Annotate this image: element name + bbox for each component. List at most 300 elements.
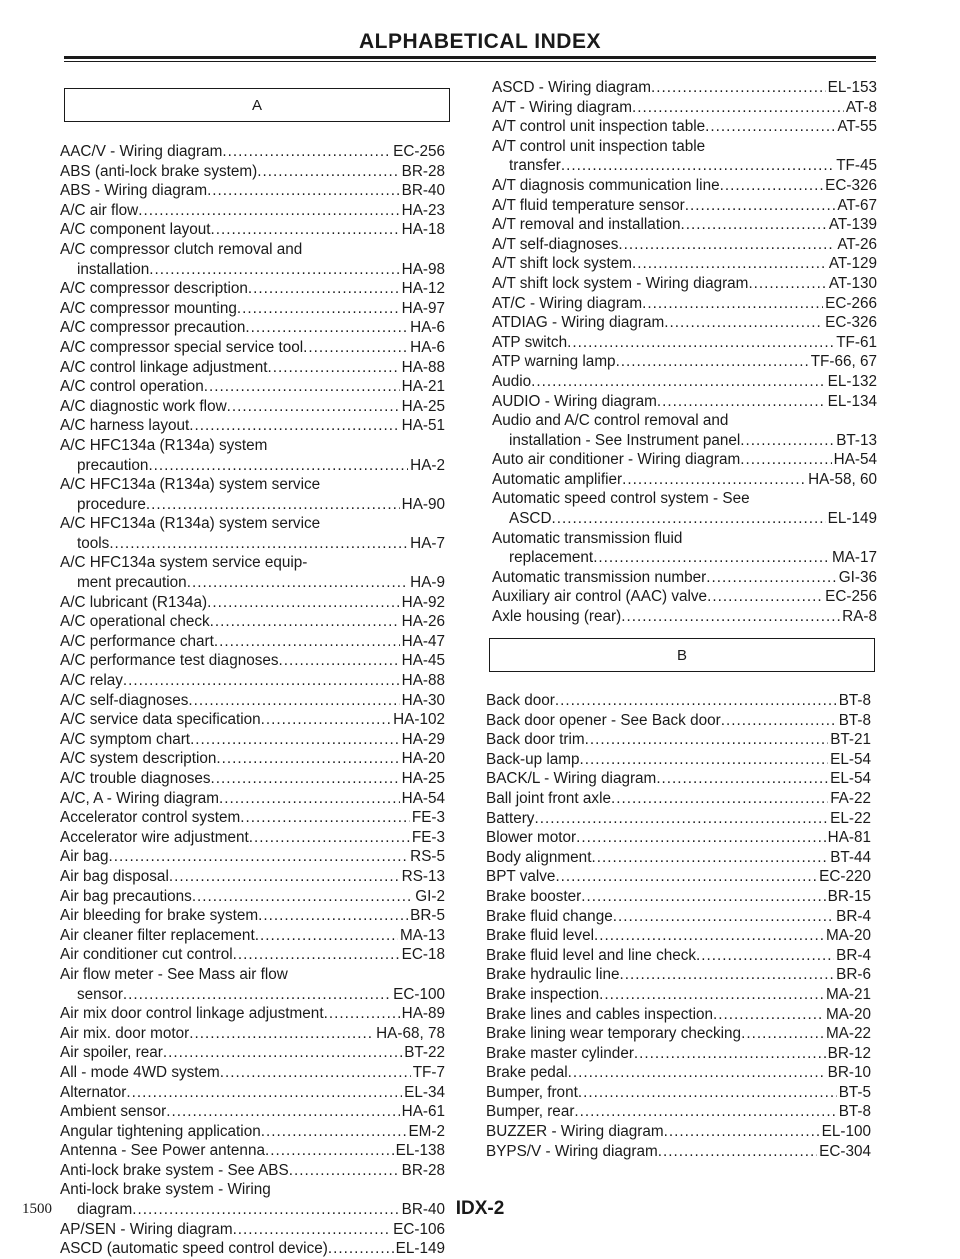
entry-topic: BPT valve bbox=[486, 868, 556, 886]
dot-leader bbox=[642, 294, 823, 314]
entry-topic: A/T - Wiring diagram bbox=[492, 98, 632, 116]
entry-topic: transfer bbox=[509, 157, 561, 175]
index-entry bbox=[60, 416, 445, 436]
entry-topic: Brake pedal bbox=[486, 1064, 568, 1082]
index-entry bbox=[60, 220, 445, 240]
index-entry bbox=[492, 235, 877, 255]
dot-leader bbox=[705, 117, 835, 137]
index-entry bbox=[486, 769, 871, 789]
entry-page-ref: EL-22 bbox=[830, 809, 871, 827]
entry-page-ref: HA-29 bbox=[401, 730, 445, 748]
dot-leader bbox=[706, 568, 836, 588]
dot-leader bbox=[324, 1004, 400, 1024]
entry-page-ref: BR-28 bbox=[401, 162, 445, 180]
index-entry bbox=[492, 313, 877, 333]
dot-leader bbox=[210, 612, 400, 632]
entry-topic: Body alignment bbox=[486, 848, 592, 866]
entry-page-ref: RA-8 bbox=[842, 608, 877, 626]
index-entry bbox=[60, 769, 445, 789]
entry-topic: ATDIAG - Wiring diagram bbox=[492, 314, 665, 332]
dot-leader bbox=[581, 887, 825, 907]
entry-topic: Accelerator wire adjustment bbox=[60, 828, 249, 846]
entry-page-ref: AT-8 bbox=[845, 98, 877, 116]
index-entry bbox=[60, 789, 445, 809]
dot-leader bbox=[169, 867, 400, 887]
index-entry bbox=[60, 201, 445, 221]
dot-leader bbox=[599, 985, 824, 1005]
entry-topic: A/C performance test diagnoses bbox=[60, 652, 279, 670]
index-entry bbox=[60, 456, 445, 476]
dot-leader bbox=[211, 220, 400, 240]
dot-leader bbox=[707, 587, 823, 607]
index-entry bbox=[60, 887, 445, 907]
entry-topic: A/C component layout bbox=[60, 221, 211, 239]
index-entry bbox=[486, 887, 871, 907]
index-entry bbox=[492, 509, 877, 529]
index-entry bbox=[486, 1024, 871, 1044]
dot-leader bbox=[189, 1024, 374, 1044]
dot-leader bbox=[611, 789, 828, 809]
index-entry bbox=[60, 1004, 445, 1024]
entry-page-ref: BR-5 bbox=[410, 907, 445, 925]
dot-leader bbox=[685, 196, 836, 216]
index-entry bbox=[60, 573, 445, 593]
dot-leader bbox=[207, 181, 400, 201]
index-entry bbox=[486, 926, 871, 946]
entry-page-ref: EC-100 bbox=[393, 985, 445, 1003]
entry-page-ref: HA-26 bbox=[401, 613, 445, 631]
index-entry bbox=[492, 450, 877, 470]
entry-topic: ABS (anti-lock brake system) bbox=[60, 162, 258, 180]
entry-page-ref: HA-58, 60 bbox=[808, 470, 877, 488]
entry-topic: Auto air conditioner - Wiring diagram bbox=[492, 451, 741, 469]
dot-leader bbox=[591, 848, 828, 868]
entry-page-ref: HA-12 bbox=[401, 280, 445, 298]
index-entry bbox=[60, 338, 445, 358]
entry-topic: Brake master cylinder bbox=[486, 1044, 634, 1062]
dot-leader bbox=[245, 318, 408, 338]
entry-page-ref: HA-81 bbox=[827, 829, 871, 847]
dot-leader bbox=[616, 352, 809, 372]
index-entry bbox=[60, 926, 445, 946]
index-entry bbox=[492, 274, 877, 294]
dot-leader bbox=[267, 358, 399, 378]
index-entry bbox=[486, 691, 871, 711]
index-entry bbox=[60, 985, 445, 1005]
entry-topic: Back-up lamp bbox=[486, 750, 580, 768]
entry-topic: replacement bbox=[509, 549, 594, 567]
entry-page-ref: EM-2 bbox=[408, 1122, 445, 1140]
dot-leader bbox=[656, 769, 828, 789]
index-entry bbox=[492, 392, 877, 412]
entry-page-ref: BT-5 bbox=[838, 1083, 871, 1101]
entry-page-ref: BR-28 bbox=[401, 1161, 445, 1179]
entry-topic: A/C performance chart bbox=[60, 632, 214, 650]
dot-leader bbox=[237, 299, 400, 319]
index-entry bbox=[60, 593, 445, 613]
index-entry bbox=[486, 867, 871, 887]
entry-topic: A/C symptom chart bbox=[60, 730, 191, 748]
index-entry bbox=[60, 632, 445, 652]
index-entry bbox=[60, 162, 445, 182]
entry-topic: A/C compressor special service tool bbox=[60, 338, 304, 356]
dot-leader bbox=[214, 632, 400, 652]
entry-topic: Brake booster bbox=[486, 887, 582, 905]
entry-topic: Blower motor bbox=[486, 829, 577, 847]
index-entry-continued: Anti-lock brake system - Wiring bbox=[60, 1181, 271, 1199]
entry-topic: ASCD bbox=[509, 510, 552, 528]
dot-leader bbox=[148, 456, 408, 476]
index-entry-continued: A/C compressor clutch removal and bbox=[60, 240, 303, 258]
entry-page-ref: HA-23 bbox=[401, 201, 445, 219]
index-entry bbox=[492, 587, 877, 607]
section-letter: B bbox=[676, 646, 687, 664]
entry-topic: ASCD (automatic speed control device) bbox=[60, 1240, 328, 1258]
dot-leader bbox=[257, 162, 399, 182]
entry-page-ref: MA-20 bbox=[825, 927, 871, 945]
page-title: ALPHABETICAL INDEX bbox=[359, 30, 601, 53]
entry-page-ref: HA-20 bbox=[401, 750, 445, 768]
dot-leader bbox=[613, 907, 834, 927]
entry-page-ref: HA-25 bbox=[401, 397, 445, 415]
section-header-a bbox=[64, 88, 450, 122]
entry-page-ref: BR-4 bbox=[836, 907, 871, 925]
entry-topic: Battery bbox=[486, 809, 535, 827]
entry-page-ref: HA-88 bbox=[401, 358, 445, 376]
dot-leader bbox=[126, 1083, 402, 1103]
index-entry bbox=[492, 470, 877, 490]
index-entry bbox=[492, 78, 877, 98]
index-entry bbox=[486, 1044, 871, 1064]
dot-leader bbox=[255, 926, 398, 946]
entry-topic: Automatic amplifier bbox=[492, 470, 623, 488]
entry-topic: Air bag precautions bbox=[60, 887, 192, 905]
dot-leader bbox=[123, 985, 391, 1005]
dot-leader bbox=[618, 235, 835, 255]
dot-leader bbox=[632, 98, 844, 118]
page-number: 1500 bbox=[22, 1201, 52, 1217]
entry-topic: Angular tightening application bbox=[60, 1122, 261, 1140]
index-entry bbox=[60, 1063, 445, 1083]
index-entry bbox=[486, 985, 871, 1005]
dot-leader bbox=[222, 142, 391, 162]
entry-topic: A/C, A - Wiring diagram bbox=[60, 789, 219, 807]
entry-topic: A/C lubricant (R134a) bbox=[60, 593, 208, 611]
index-entry bbox=[60, 1043, 445, 1063]
dot-leader bbox=[576, 828, 826, 848]
entry-page-ref: HA-6 bbox=[410, 338, 445, 356]
dot-leader bbox=[204, 377, 400, 397]
entry-topic: ASCD - Wiring diagram bbox=[492, 79, 651, 96]
dot-leader bbox=[664, 1122, 820, 1142]
dot-leader bbox=[249, 828, 410, 848]
entry-topic: Ball joint front axle bbox=[486, 789, 611, 807]
index-entry-continued: Automatic speed control system - See bbox=[492, 490, 750, 508]
entry-topic: Brake fluid level bbox=[486, 927, 594, 945]
entry-topic: AT/C - Wiring diagram bbox=[492, 294, 643, 312]
dot-leader bbox=[534, 809, 828, 829]
entry-topic: Brake fluid level and line check bbox=[486, 946, 697, 964]
dot-leader bbox=[188, 691, 399, 711]
entry-page-ref: HA-25 bbox=[401, 770, 445, 787]
dot-leader bbox=[187, 573, 408, 593]
entry-page-ref: HA-88 bbox=[401, 672, 445, 690]
entry-topic: A/C compressor precaution bbox=[60, 319, 246, 337]
entry-topic: precaution bbox=[77, 456, 149, 474]
entry-page-ref: MA-22 bbox=[825, 1025, 871, 1043]
entry-page-ref: BR-4 bbox=[836, 946, 871, 964]
dot-leader bbox=[622, 470, 806, 490]
entry-page-ref: EL-149 bbox=[395, 1240, 445, 1258]
entry-topic: Air bag disposal bbox=[60, 867, 169, 885]
entry-topic: Back door bbox=[486, 692, 555, 709]
entry-topic: Auxiliary air control (AAC) valve bbox=[492, 588, 708, 606]
entry-page-ref: EC-266 bbox=[825, 294, 877, 312]
index-entry bbox=[60, 847, 445, 867]
entry-page-ref: BT-21 bbox=[830, 731, 871, 749]
entry-page-ref: EC-106 bbox=[393, 1220, 445, 1238]
index-entry bbox=[60, 730, 445, 750]
dot-leader bbox=[651, 78, 826, 98]
index-entry bbox=[492, 333, 877, 353]
index-entry bbox=[60, 279, 445, 299]
index-entry bbox=[492, 117, 877, 137]
entry-page-ref: HA-54 bbox=[833, 451, 877, 469]
dot-leader bbox=[568, 1063, 826, 1083]
entry-page-ref: EL-134 bbox=[827, 392, 877, 410]
dot-leader bbox=[561, 156, 834, 176]
dot-leader bbox=[328, 1239, 394, 1259]
entry-page-ref: HA-97 bbox=[401, 299, 445, 317]
index-entry bbox=[60, 691, 445, 711]
dot-leader bbox=[713, 1005, 824, 1025]
entry-topic: Brake fluid change bbox=[486, 907, 613, 925]
dot-leader bbox=[146, 495, 400, 515]
entry-topic: Automatic transmission number bbox=[492, 568, 707, 586]
dot-leader bbox=[657, 392, 826, 412]
entry-page-ref: EC-220 bbox=[819, 868, 871, 886]
index-entry-continued: Audio and A/C control removal and bbox=[492, 412, 729, 430]
entry-topic: Back door opener - See Back door bbox=[486, 711, 721, 729]
entry-topic: procedure bbox=[77, 495, 146, 513]
entry-page-ref: FA-22 bbox=[830, 789, 871, 807]
index-entry bbox=[486, 1142, 871, 1162]
index-entry bbox=[60, 1024, 445, 1044]
dot-leader bbox=[748, 274, 826, 294]
index-entry bbox=[486, 946, 871, 966]
dot-leader bbox=[216, 749, 399, 769]
dot-leader bbox=[189, 416, 399, 436]
index-entry bbox=[486, 965, 871, 985]
entry-topic: A/C operational check bbox=[60, 613, 210, 631]
index-entry-continued: A/C HFC134a (R134a) system service bbox=[60, 476, 321, 494]
dot-leader bbox=[720, 176, 824, 196]
index-entry bbox=[60, 181, 445, 201]
index-entry bbox=[492, 176, 877, 196]
dot-leader bbox=[289, 1161, 400, 1181]
dot-leader bbox=[248, 279, 400, 299]
entry-topic: sensor bbox=[77, 985, 123, 1003]
entry-topic: A/C trouble diagnoses bbox=[60, 770, 211, 787]
entry-page-ref: BT-8 bbox=[838, 1103, 871, 1121]
entry-topic: Brake lines and cables inspection bbox=[486, 1005, 714, 1023]
dot-leader bbox=[680, 215, 826, 235]
index-entry bbox=[492, 294, 877, 314]
dot-leader bbox=[258, 906, 408, 926]
dot-leader bbox=[740, 431, 834, 451]
entry-page-ref: BT-44 bbox=[830, 848, 871, 866]
index-entry bbox=[486, 809, 871, 829]
index-entry bbox=[60, 1102, 445, 1122]
entry-topic: Air cleaner filter replacement bbox=[60, 926, 255, 944]
entry-page-ref: AT-26 bbox=[837, 235, 877, 253]
index-entry bbox=[492, 352, 877, 372]
index-entry bbox=[60, 906, 445, 926]
entry-topic: Antenna - See Power antenna bbox=[60, 1142, 265, 1160]
entry-topic: A/T fluid temperature sensor bbox=[492, 196, 685, 214]
dot-leader bbox=[632, 254, 827, 274]
entry-topic: installation bbox=[77, 260, 150, 278]
entry-topic: Air bleeding for brake system bbox=[60, 907, 259, 925]
entry-page-ref: HA-18 bbox=[401, 221, 445, 239]
entry-topic: A/T control unit inspection table bbox=[492, 118, 706, 136]
entry-page-ref: HA-21 bbox=[401, 378, 445, 396]
entry-page-ref: HA-92 bbox=[401, 593, 445, 611]
entry-page-ref: MA-17 bbox=[831, 549, 877, 567]
index-entry bbox=[486, 1102, 871, 1122]
title-rule-thick bbox=[64, 56, 876, 59]
index-entry bbox=[60, 299, 445, 319]
dot-leader bbox=[658, 1142, 817, 1162]
index-entry-continued: Air flow meter - See Mass air flow bbox=[60, 965, 288, 983]
entry-topic: Accelerator control system bbox=[60, 809, 241, 827]
dot-leader bbox=[580, 750, 829, 770]
entry-topic: A/C control linkage adjustment bbox=[60, 358, 268, 376]
entry-topic: A/C control operation bbox=[60, 378, 204, 396]
dot-leader bbox=[555, 867, 817, 887]
entry-topic: installation - See Instrument panel bbox=[509, 431, 741, 449]
entry-page-ref: BT-8 bbox=[838, 692, 871, 709]
entry-page-ref: EC-326 bbox=[825, 314, 877, 332]
index-entry bbox=[486, 1063, 871, 1083]
dot-leader bbox=[696, 946, 834, 966]
dot-leader bbox=[149, 260, 399, 280]
dot-leader bbox=[207, 593, 400, 613]
entry-page-ref: AT-67 bbox=[837, 196, 877, 214]
index-entry bbox=[492, 98, 877, 118]
dot-leader bbox=[166, 1102, 399, 1122]
entry-topic: tools bbox=[77, 534, 110, 552]
dot-leader bbox=[138, 201, 399, 221]
entry-page-ref: EC-256 bbox=[825, 588, 877, 606]
entry-topic: Anti-lock brake system - See ABS bbox=[60, 1161, 289, 1179]
index-entry bbox=[60, 1083, 445, 1103]
entry-page-ref: BT-8 bbox=[838, 711, 871, 729]
entry-page-ref: EL-54 bbox=[830, 770, 871, 788]
dot-leader bbox=[190, 730, 400, 750]
index-entry bbox=[60, 749, 445, 769]
index-entry-continued: A/T control unit inspection table bbox=[492, 137, 706, 155]
index-entry bbox=[60, 808, 445, 828]
dot-leader bbox=[261, 1122, 407, 1142]
entry-page-ref: EC-326 bbox=[825, 176, 877, 194]
entry-page-ref: MA-13 bbox=[399, 926, 445, 944]
dot-leader bbox=[219, 789, 400, 809]
entry-topic: BUZZER - Wiring diagram bbox=[486, 1123, 664, 1141]
dot-leader bbox=[740, 450, 831, 470]
entry-topic: AAC/V - Wiring diagram bbox=[60, 143, 223, 160]
entry-page-ref: TF-61 bbox=[836, 333, 877, 351]
entry-topic: Air mix. door motor bbox=[60, 1024, 190, 1042]
index-entry bbox=[492, 196, 877, 216]
dot-leader bbox=[567, 333, 834, 353]
entry-page-ref: HA-61 bbox=[401, 1103, 445, 1121]
index-entry bbox=[486, 789, 871, 809]
index-entry bbox=[60, 142, 445, 162]
entry-topic: Bumper, rear bbox=[486, 1103, 575, 1121]
index-column-a-left bbox=[60, 142, 445, 1259]
entry-page-ref: AT-129 bbox=[828, 255, 877, 273]
index-entry bbox=[60, 1200, 445, 1220]
entry-topic: A/T shift lock system - Wiring diagram bbox=[492, 274, 749, 292]
entry-page-ref: HA-7 bbox=[410, 534, 445, 552]
entry-page-ref: BT-13 bbox=[836, 431, 877, 449]
entry-page-ref: BR-6 bbox=[836, 966, 871, 984]
entry-page-ref: BR-40 bbox=[401, 182, 445, 200]
title-rule-thin bbox=[64, 61, 876, 62]
index-entry bbox=[60, 1220, 445, 1240]
entry-page-ref: BR-15 bbox=[827, 887, 871, 905]
entry-topic: Back door trim bbox=[486, 731, 585, 749]
index-entry-continued: Automatic transmission fluid bbox=[492, 529, 683, 547]
index-entry-continued: A/C HFC134a (R134a) system bbox=[60, 436, 268, 454]
dot-leader bbox=[220, 1063, 411, 1083]
dot-leader bbox=[531, 372, 826, 392]
index-entry bbox=[486, 750, 871, 770]
entry-page-ref: RS-13 bbox=[401, 867, 445, 885]
entry-page-ref: BR-12 bbox=[827, 1044, 871, 1062]
index-entry bbox=[60, 651, 445, 671]
index-entry bbox=[486, 1122, 871, 1142]
index-column-a-right bbox=[492, 78, 877, 627]
dot-leader bbox=[574, 1102, 836, 1122]
index-entry bbox=[60, 1239, 445, 1259]
entry-page-ref: TF-7 bbox=[412, 1063, 445, 1081]
index-entry bbox=[486, 730, 871, 750]
dot-leader bbox=[123, 671, 400, 691]
dot-leader bbox=[593, 548, 830, 568]
dot-leader bbox=[552, 509, 826, 529]
index-entry bbox=[60, 612, 445, 632]
index-entry bbox=[60, 318, 445, 338]
entry-page-ref: FE-3 bbox=[411, 809, 445, 827]
entry-page-ref: HA-51 bbox=[401, 417, 445, 435]
entry-page-ref: HA-30 bbox=[401, 691, 445, 709]
entry-page-ref: EL-100 bbox=[821, 1123, 871, 1141]
entry-page-ref: HA-45 bbox=[401, 652, 445, 670]
entry-topic: ABS - Wiring diagram bbox=[60, 182, 208, 200]
entry-topic: Brake inspection bbox=[486, 985, 600, 1003]
entry-page-ref: HA-47 bbox=[401, 632, 445, 650]
index-entry bbox=[486, 907, 871, 927]
dot-leader bbox=[233, 1220, 392, 1240]
index-entry bbox=[492, 372, 877, 392]
dot-leader bbox=[741, 1024, 824, 1044]
entry-topic: A/T self-diagnoses bbox=[492, 235, 619, 253]
index-entry bbox=[60, 260, 445, 280]
dot-leader bbox=[279, 651, 400, 671]
index-entry bbox=[492, 254, 877, 274]
